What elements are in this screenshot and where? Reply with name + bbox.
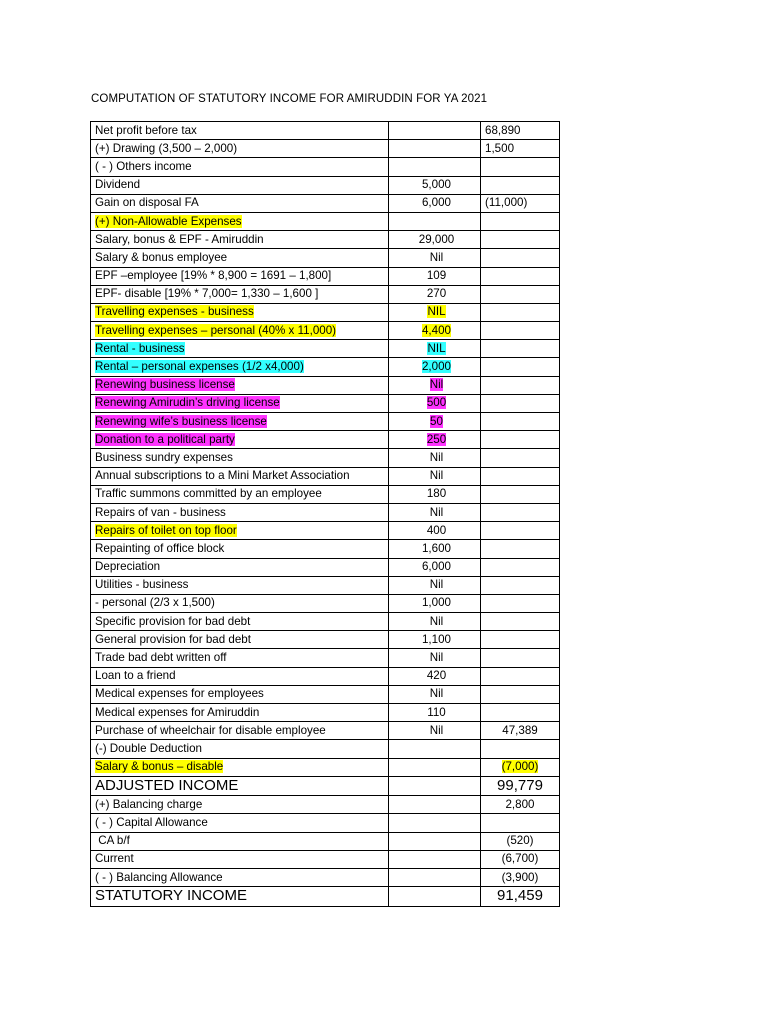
table-row <box>91 558 560 576</box>
table-row <box>91 158 560 176</box>
table-row <box>91 267 560 285</box>
row-amount <box>389 869 481 887</box>
row-label: (+) Balancing charge <box>91 796 389 814</box>
table-row <box>91 249 560 267</box>
row-amount <box>389 758 481 776</box>
row-amount: 1,100 <box>389 631 481 649</box>
table-row <box>91 869 560 887</box>
highlighted-text: Travelling expenses – personal (40% x 11,000) <box>95 323 337 337</box>
row-amount: Nil <box>389 613 481 631</box>
row-total: (11,000) <box>481 194 560 212</box>
row-amount <box>389 431 481 449</box>
highlighted-text: Renewing business license <box>95 378 235 392</box>
table-row <box>91 685 560 703</box>
table-row <box>91 667 560 685</box>
row-label: Trade bad debt written off <box>91 649 389 667</box>
row-amount: Nil <box>389 685 481 703</box>
row-total: (6,700) <box>481 850 560 868</box>
row-total <box>481 649 560 667</box>
row-amount <box>389 140 481 158</box>
row-total <box>481 176 560 194</box>
table-row <box>91 358 560 376</box>
row-total <box>481 285 560 303</box>
row-label: Repainting of office block <box>91 540 389 558</box>
row-amount <box>389 740 481 758</box>
row-total <box>481 158 560 176</box>
row-amount <box>389 814 481 832</box>
row-label: Dividend <box>91 176 389 194</box>
table-row <box>91 740 560 758</box>
row-total <box>481 503 560 521</box>
row-label: Utilities - business <box>91 576 389 594</box>
row-label: STATUTORY INCOME <box>91 887 389 907</box>
table-row <box>91 649 560 667</box>
row-label: EPF –employee [19% * 8,900 = 1691 – 1,800] <box>91 267 389 285</box>
table-row <box>91 303 560 321</box>
row-total <box>481 485 560 503</box>
row-amount: 270 <box>389 285 481 303</box>
table-row <box>91 340 560 358</box>
highlighted-amount: 50 <box>430 414 443 428</box>
row-label <box>91 376 389 394</box>
row-total <box>481 740 560 758</box>
row-total: (520) <box>481 832 560 850</box>
table-row <box>91 832 560 850</box>
table-row <box>91 140 560 158</box>
row-label: Traffic summons committed by an employee <box>91 485 389 503</box>
row-total <box>481 613 560 631</box>
row-total <box>481 522 560 540</box>
row-amount <box>389 796 481 814</box>
row-label <box>91 340 389 358</box>
table-row <box>91 631 560 649</box>
row-amount: 110 <box>389 704 481 722</box>
table-row <box>91 503 560 521</box>
row-amount <box>389 340 481 358</box>
row-label: Current <box>91 850 389 868</box>
row-amount: 1,000 <box>389 594 481 612</box>
row-total <box>481 358 560 376</box>
table-row <box>91 576 560 594</box>
row-amount: 6,000 <box>389 194 481 212</box>
highlighted-amount: (7,000) <box>501 760 539 774</box>
row-amount <box>389 832 481 850</box>
row-label: EPF- disable [19% * 7,000= 1,330 – 1,600 ] <box>91 285 389 303</box>
page-title: COMPUTATION OF STATUTORY INCOME FOR AMIRUDDIN FOR YA 2021 <box>91 93 488 105</box>
row-label: Gain on disposal FA <box>91 194 389 212</box>
row-label: - personal (2/3 x 1,500) <box>91 594 389 612</box>
row-label: General provision for bad debt <box>91 631 389 649</box>
row-label: Salary & bonus employee <box>91 249 389 267</box>
row-amount: 5,000 <box>389 176 481 194</box>
row-label <box>91 431 389 449</box>
table-row <box>91 431 560 449</box>
row-label: ( - ) Others income <box>91 158 389 176</box>
row-total <box>481 267 560 285</box>
highlighted-text: Rental – personal expenses (1/2 x4,000) <box>95 360 304 374</box>
table-row <box>91 776 560 796</box>
row-amount: 1,600 <box>389 540 481 558</box>
row-total <box>481 322 560 340</box>
row-amount: Nil <box>389 467 481 485</box>
row-total <box>481 594 560 612</box>
row-total: 2,800 <box>481 796 560 814</box>
row-label: Annual subscriptions to a Mini Market Association <box>91 467 389 485</box>
row-amount: Nil <box>389 249 481 267</box>
highlighted-amount: 250 <box>426 432 447 446</box>
highlighted-amount: 4,400 <box>421 323 451 337</box>
row-total: 68,890 <box>481 122 560 140</box>
row-amount <box>389 413 481 431</box>
row-label <box>91 832 389 850</box>
row-total <box>481 449 560 467</box>
row-label: Salary, bonus & EPF - Amiruddin <box>91 231 389 249</box>
row-total <box>481 231 560 249</box>
table-row <box>91 122 560 140</box>
row-amount <box>389 358 481 376</box>
row-total <box>481 249 560 267</box>
row-label <box>91 758 389 776</box>
highlighted-text: (+) Non-Allowable Expenses <box>95 214 242 228</box>
row-amount: Nil <box>389 576 481 594</box>
row-amount: 180 <box>389 485 481 503</box>
table-row <box>91 485 560 503</box>
row-label: Specific provision for bad debt <box>91 613 389 631</box>
row-total <box>481 212 560 230</box>
row-label: Depreciation <box>91 558 389 576</box>
row-amount <box>389 394 481 412</box>
row-total <box>481 576 560 594</box>
table-row <box>91 613 560 631</box>
table-row <box>91 522 560 540</box>
row-total <box>481 431 560 449</box>
table-row <box>91 285 560 303</box>
row-amount <box>389 322 481 340</box>
row-label-text: CA b/f <box>98 834 130 848</box>
table-row <box>91 212 560 230</box>
row-label <box>91 394 389 412</box>
row-total: 99,779 <box>481 776 560 796</box>
table-row <box>91 413 560 431</box>
row-total <box>481 631 560 649</box>
table-row <box>91 540 560 558</box>
row-total <box>481 558 560 576</box>
highlighted-amount: NIL <box>427 341 446 355</box>
row-label: Medical expenses for employees <box>91 685 389 703</box>
highlighted-text: Travelling expenses - business <box>95 305 254 319</box>
row-total <box>481 376 560 394</box>
row-amount: 6,000 <box>389 558 481 576</box>
row-label: ( - ) Balancing Allowance <box>91 869 389 887</box>
row-label <box>91 413 389 431</box>
table-row <box>91 758 560 776</box>
table-row <box>91 850 560 868</box>
table-row <box>91 887 560 907</box>
row-total <box>481 303 560 321</box>
table-row <box>91 467 560 485</box>
highlighted-text: Salary & bonus – disable <box>95 760 224 774</box>
row-amount: 420 <box>389 667 481 685</box>
table-row <box>91 704 560 722</box>
highlighted-text: Rental - business <box>95 341 185 355</box>
row-label: Business sundry expenses <box>91 449 389 467</box>
table-row <box>91 231 560 249</box>
row-amount: 400 <box>389 522 481 540</box>
highlighted-text: Renewing Amirudin’s driving license <box>95 396 280 410</box>
row-amount: Nil <box>389 649 481 667</box>
row-amount: 109 <box>389 267 481 285</box>
row-label: Net profit before tax <box>91 122 389 140</box>
table-row <box>91 194 560 212</box>
row-label <box>91 303 389 321</box>
row-amount <box>389 776 481 796</box>
row-total <box>481 814 560 832</box>
table-row <box>91 796 560 814</box>
row-amount: Nil <box>389 449 481 467</box>
table-row <box>91 814 560 832</box>
highlighted-text: Renewing wife’s business license <box>95 414 267 428</box>
table-row <box>91 176 560 194</box>
row-label: Repairs of van - business <box>91 503 389 521</box>
row-amount <box>389 122 481 140</box>
highlighted-text: Repairs of toilet on top floor <box>95 523 237 537</box>
row-amount <box>389 887 481 907</box>
row-amount <box>389 158 481 176</box>
row-amount: 29,000 <box>389 231 481 249</box>
row-label <box>91 212 389 230</box>
row-total <box>481 758 560 776</box>
row-amount: Nil <box>389 722 481 740</box>
highlighted-amount: 500 <box>426 396 447 410</box>
row-total <box>481 467 560 485</box>
row-total <box>481 394 560 412</box>
row-label: ( - ) Capital Allowance <box>91 814 389 832</box>
table-row <box>91 594 560 612</box>
row-total <box>481 704 560 722</box>
row-amount <box>389 850 481 868</box>
highlighted-amount: 2,000 <box>421 360 451 374</box>
row-total <box>481 685 560 703</box>
row-amount <box>389 376 481 394</box>
row-amount <box>389 303 481 321</box>
row-label: (+) Drawing (3,500 – 2,000) <box>91 140 389 158</box>
table-row <box>91 322 560 340</box>
row-label <box>91 522 389 540</box>
row-total: (3,900) <box>481 869 560 887</box>
row-label: Purchase of wheelchair for disable employee <box>91 722 389 740</box>
table-row <box>91 449 560 467</box>
highlighted-text: Donation to a political party <box>95 432 235 446</box>
computation-table <box>90 121 560 907</box>
highlighted-amount: Nil <box>429 378 444 392</box>
table-row <box>91 376 560 394</box>
highlighted-amount: NIL <box>427 305 446 319</box>
row-total <box>481 540 560 558</box>
row-total <box>481 340 560 358</box>
row-label: Medical expenses for Amiruddin <box>91 704 389 722</box>
row-total <box>481 413 560 431</box>
row-amount: Nil <box>389 503 481 521</box>
row-label <box>91 322 389 340</box>
row-total: 1,500 <box>481 140 560 158</box>
row-total <box>481 667 560 685</box>
table-row <box>91 722 560 740</box>
row-label: (-) Double Deduction <box>91 740 389 758</box>
row-label <box>91 358 389 376</box>
row-total: 91,459 <box>481 887 560 907</box>
row-amount <box>389 212 481 230</box>
table-row <box>91 394 560 412</box>
row-label: ADJUSTED INCOME <box>91 776 389 796</box>
row-label: Loan to a friend <box>91 667 389 685</box>
row-total: 47,389 <box>481 722 560 740</box>
